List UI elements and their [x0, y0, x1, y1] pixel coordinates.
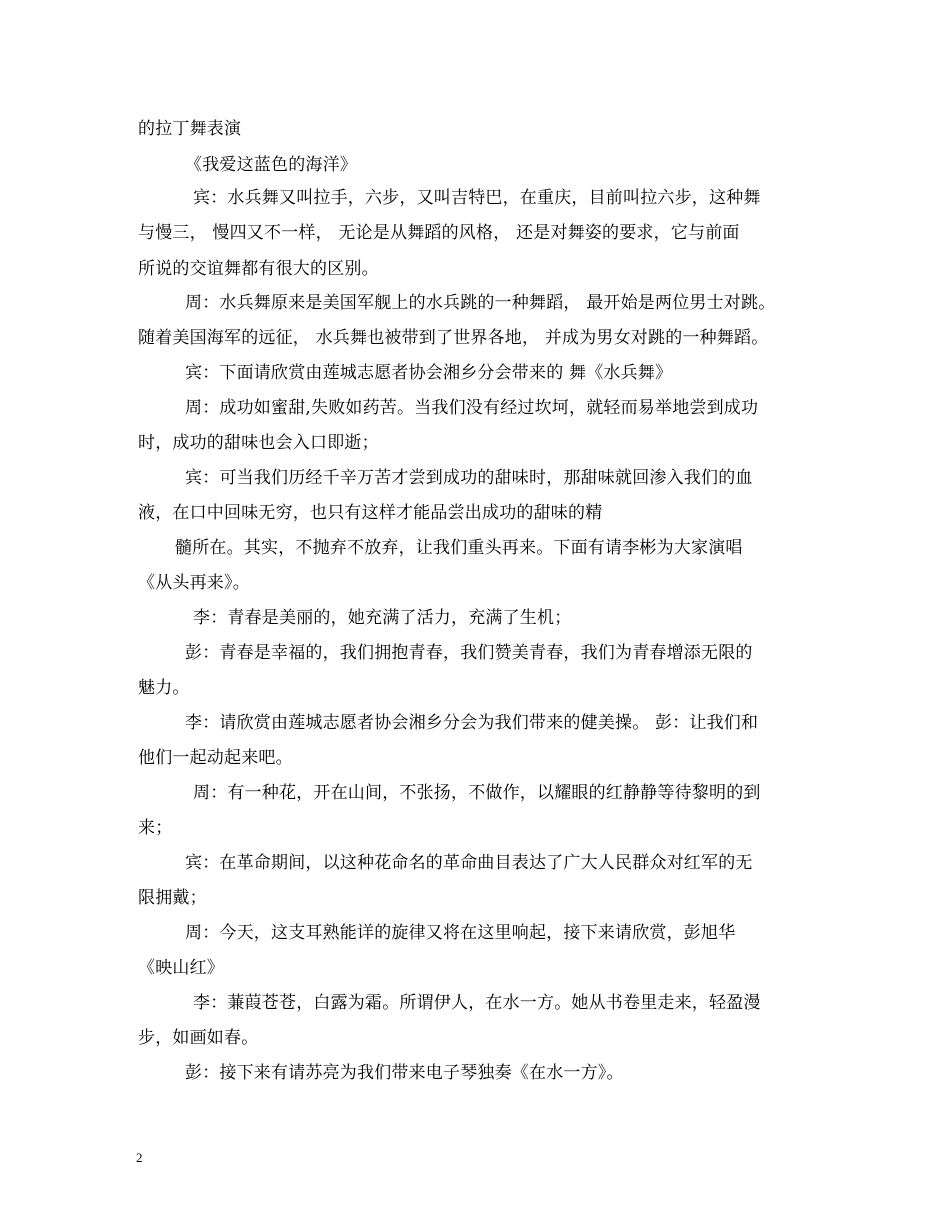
text-line: 魅力。	[138, 678, 190, 698]
text-line: 《映山红》	[138, 958, 224, 978]
text-line: 周：今天，这支耳熟能详的旋律又将在这里响起，接下来请欣赏，彭旭华	[185, 923, 736, 943]
text-line: 限拥戴；	[138, 888, 207, 908]
text-line: 与慢三， 慢四又不一样， 无论是从舞蹈的风格， 还是对舞姿的要求，它与前面	[138, 223, 740, 243]
text-line: 李：蒹葭苍苍，白露为霜。所谓伊人，在水一方。她从书卷里走来，轻盈漫	[193, 993, 761, 1013]
text-line: 他们一起动起来吧。	[138, 748, 293, 768]
text-line: 《从头再来》。	[138, 573, 250, 593]
text-line: 周：有一种花，开在山间，不张扬，不做作，以耀眼的红静静等待黎明的到	[193, 783, 761, 803]
text-line: 髓所在。其实，不抛弃不放弃，让我们重头再来。下面有请李彬为大家演唱	[175, 538, 743, 558]
text-line: 周：水兵舞原来是美国军舰上的水兵跳的一种舞蹈， 最开始是两位男士对跳。	[185, 293, 776, 313]
text-line: 宾：水兵舞又叫拉手，六步，又叫吉特巴，在重庆，目前叫拉六步，这种舞	[193, 188, 761, 208]
text-line: 的拉丁舞表演	[138, 119, 242, 139]
text-line: 液，在口中回味无穷，也只有这样才能品尝出成功的甜味的精	[138, 503, 603, 523]
text-line: 宾：下面请欣赏由莲城志愿者协会湘乡分会带来的 舞《水兵舞》	[185, 363, 673, 383]
page-number: 2	[136, 1150, 143, 1165]
text-line: 《我爱这蓝色的海洋》	[185, 155, 357, 175]
text-line: 时，成功的甜味也会入口即逝；	[138, 433, 379, 453]
text-line: 来；	[138, 818, 173, 838]
text-line: 步，如画如春。	[138, 1028, 259, 1048]
text-line: 李：请欣赏由莲城志愿者协会湘乡分会为我们带来的健美操。 彭：让我们和	[185, 713, 759, 733]
text-line: 宾：可当我们历经千辛万苦才尝到成功的甜味时，那甜味就回渗入我们的血	[185, 468, 753, 488]
text-line: 所说的交谊舞都有很大的区别。	[138, 259, 379, 279]
text-line: 宾：在革命期间，以这种花命名的革命曲目表达了广大人民群众对红军的无	[185, 853, 753, 873]
text-line: 彭：青春是幸福的，我们拥抱青春，我们赞美青春，我们为青春增添无限的	[185, 643, 753, 663]
text-line: 李：青春是美丽的，她充满了活力，充满了生机；	[193, 608, 572, 628]
text-line: 随着美国海军的远征， 水兵舞也被带到了世界各地， 并成为男女对跳的一种舞蹈。	[138, 328, 769, 348]
text-line: 彭：接下来有请苏亮为我们带来电子琴独奏《在水一方》。	[185, 1063, 624, 1083]
text-line: 周：成功如蜜甜,失败如药苦。当我们没有经过坎坷，就轻而易举地尝到成功	[185, 398, 759, 418]
